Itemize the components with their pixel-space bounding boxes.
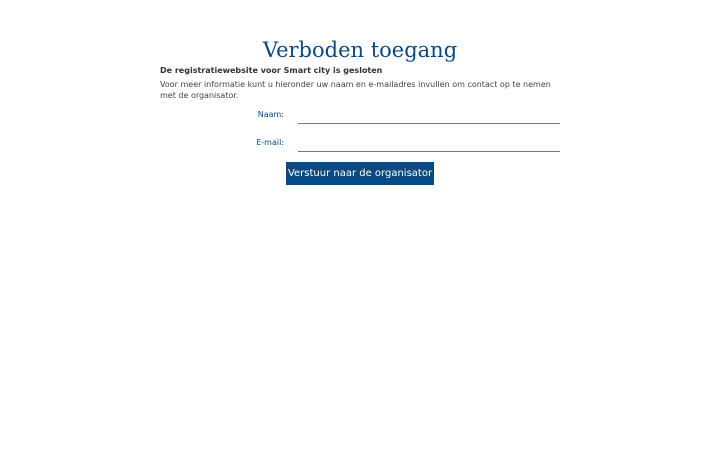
page-title: Verboden toegang — [262, 38, 458, 62]
email-input[interactable] — [298, 137, 560, 152]
send-to-organizer-button[interactable]: Verstuur naar de organisator — [286, 162, 434, 185]
email-row — [160, 137, 560, 157]
name-input[interactable] — [298, 109, 560, 124]
name-row — [160, 109, 560, 129]
contact-instructions: Voor meer informatie kunt u hieronder uw naam en e-mailadres invullen om contact op te nemen met de organisator. — [160, 80, 551, 100]
closed-notice: De registratiewebsite voor Smart city is gesloten — [160, 66, 383, 75]
email-label: E-mail: — [256, 138, 284, 147]
name-label: Naam: — [257, 110, 284, 119]
